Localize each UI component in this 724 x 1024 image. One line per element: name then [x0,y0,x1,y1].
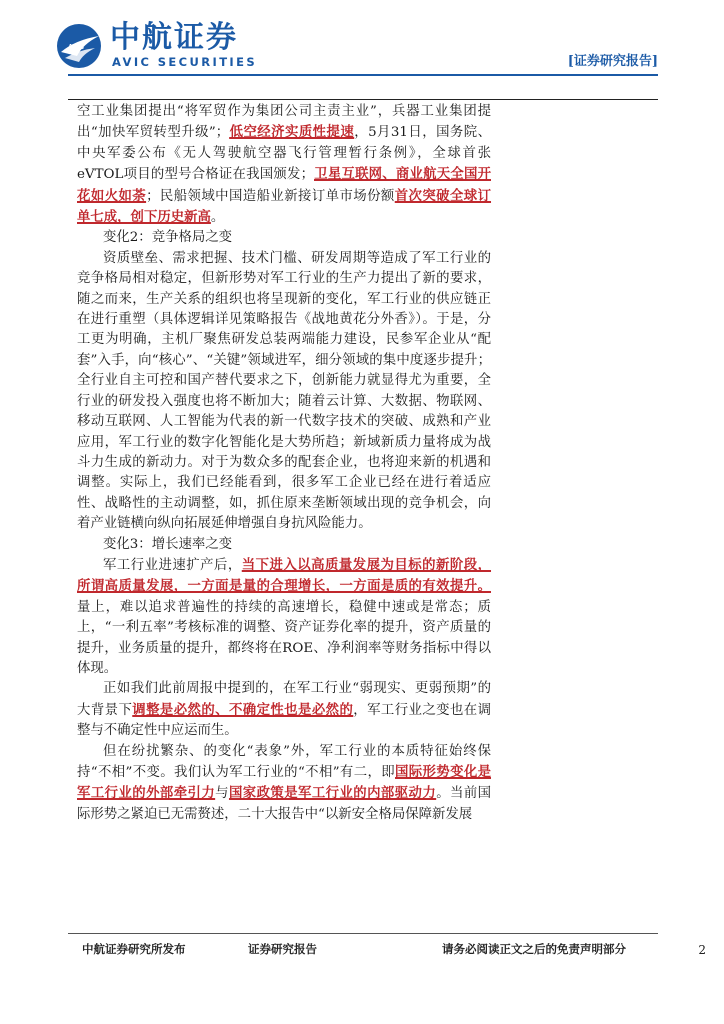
paragraph-2: 资质壁垒、需求把握、技术门槛、研发周期等造成了军工行业的竞争格局相对稳定，但新形势对军工行业的生产力提出了新的要求，随之而来，生产关系的组织也将呈现新的变化，军工行业的供应链正在进行重塑（具体逻辑详见策略报告《战地黄花分外香》）。于是，分工更为明确，主机厂聚焦研发总装两端能力建设，民参军企业从“配套”入手，向“核心”、“关键”领域进军，细分领域的集中度逐步提升；全行业自主可控和国产替代要求之下，创新能力就显得尤为重要，全行业的研发投入强度也将不断加大；随着云计算、大数据、物联网、移动互联网、人工智能为代表的新一代数字技术的突破、成熟和产业应用，军工行业的数字化智能化是大势所趋；新域新质力量将成为战斗力生成的新动力。对于为数众多的配套企业，也将迎来新的机遇和调整。实际上，我们已经能看到，很多军工企业已经在进行着适应性、战略性的主动调整，如，抓住原来垄断领域出现的竞争机会，向着产业链横向纵向拓展延伸增强自身抗风险能力。 [77,250,491,532]
paragraph-4 [77,679,491,741]
highlight-text: 低空经济实质性提速 [229,124,355,141]
svg-text:AVIC: AVIC [68,44,85,51]
text-run: 但在纷扰繁杂、的变化“表象”外，军工行业的本质特征始终保持“不相”不变。我们认为军工行业的“不相”有二，即 [77,743,491,780]
text-run: 军工行业进速扩产后， [103,557,242,573]
highlight-text: 国家政策是军工行业的内部驱动力 [228,785,437,802]
section-heading-2: 变化2：竞争格局之变 [103,230,233,246]
footer-report-type: 证券研究报告 [248,942,317,956]
paragraph-1 [77,102,491,228]
highlight-text: 当下进入以高质量发展为目标的新阶段，所谓高质量发展，一方面是量的合理增长，一方面是质的有效提升。 [77,556,492,595]
page-header [0,0,724,100]
paragraph-5 [77,742,491,826]
text-run: 正如我们此前周报中提到的，在军工行业“弱现实、更弱预期”的大背景下 [77,681,491,718]
highlight-text: 调整是必然的、不确定性也是必然的 [132,701,354,718]
footer-disclaimer: 请务必阅读正文之后的免责声明部分 [442,942,626,956]
avic-logo-icon [55,22,103,70]
text-run: 量上，难以追求普遍性的持续的高速增长，稳健中速或是常态；质上，“一利五率”考核标准的调整、资产证券化率的提升，资产质量的提升，业务质量的提升，都终将在ROE、净利润率等财务指标中得以体现。 [77,599,491,676]
report-body [77,102,491,825]
paragraph-3 [77,555,491,679]
section-heading-3: 变化3：增长速率之变 [103,536,233,552]
text-run: 。 [210,210,225,226]
footer-rule [68,933,658,934]
footer-publisher: 中航证券研究所发布 [82,942,186,956]
text-run: 。当前国际形势之紧迫已无需赘述，二十大报告中“以新安全格局保障新发展 [77,786,492,822]
highlight-text: 国际形势变化是军工行业的外部牵引力 [77,764,491,802]
highlight-text: 首次突破全球订单七成，创下历史新高 [77,187,492,226]
report-type-tag: [证券研究报告] [567,54,658,69]
text-run: 与 [215,786,229,802]
text-run: ，5月31日，国务院、中央军委公布《无人驾驶航空器飞行管理暂行条例》，全球首张eVTOL项目的型号合格证在我国颁发； [77,125,491,183]
text-run: ，军工行业之变也在调整与不确定性中应运而生。 [77,702,492,739]
header-thin-rule [68,99,658,100]
logo-english-name: AVIC SECURITIES [112,55,258,69]
logo-chinese-name: 中航证券 [110,20,238,55]
text-run: ；民船领域中国造船业新接订单市场份额 [146,188,395,204]
page-number: 2 [698,943,706,957]
header-rule [68,74,658,76]
text-run: 空工业集团提出“将军贸作为集团公司主责主业”，兵器工业集团提出“加快军贸转型升级”； [77,104,491,141]
highlight-text: 卫星互联网、商业航天全国开花如火如荼 [77,166,491,204]
